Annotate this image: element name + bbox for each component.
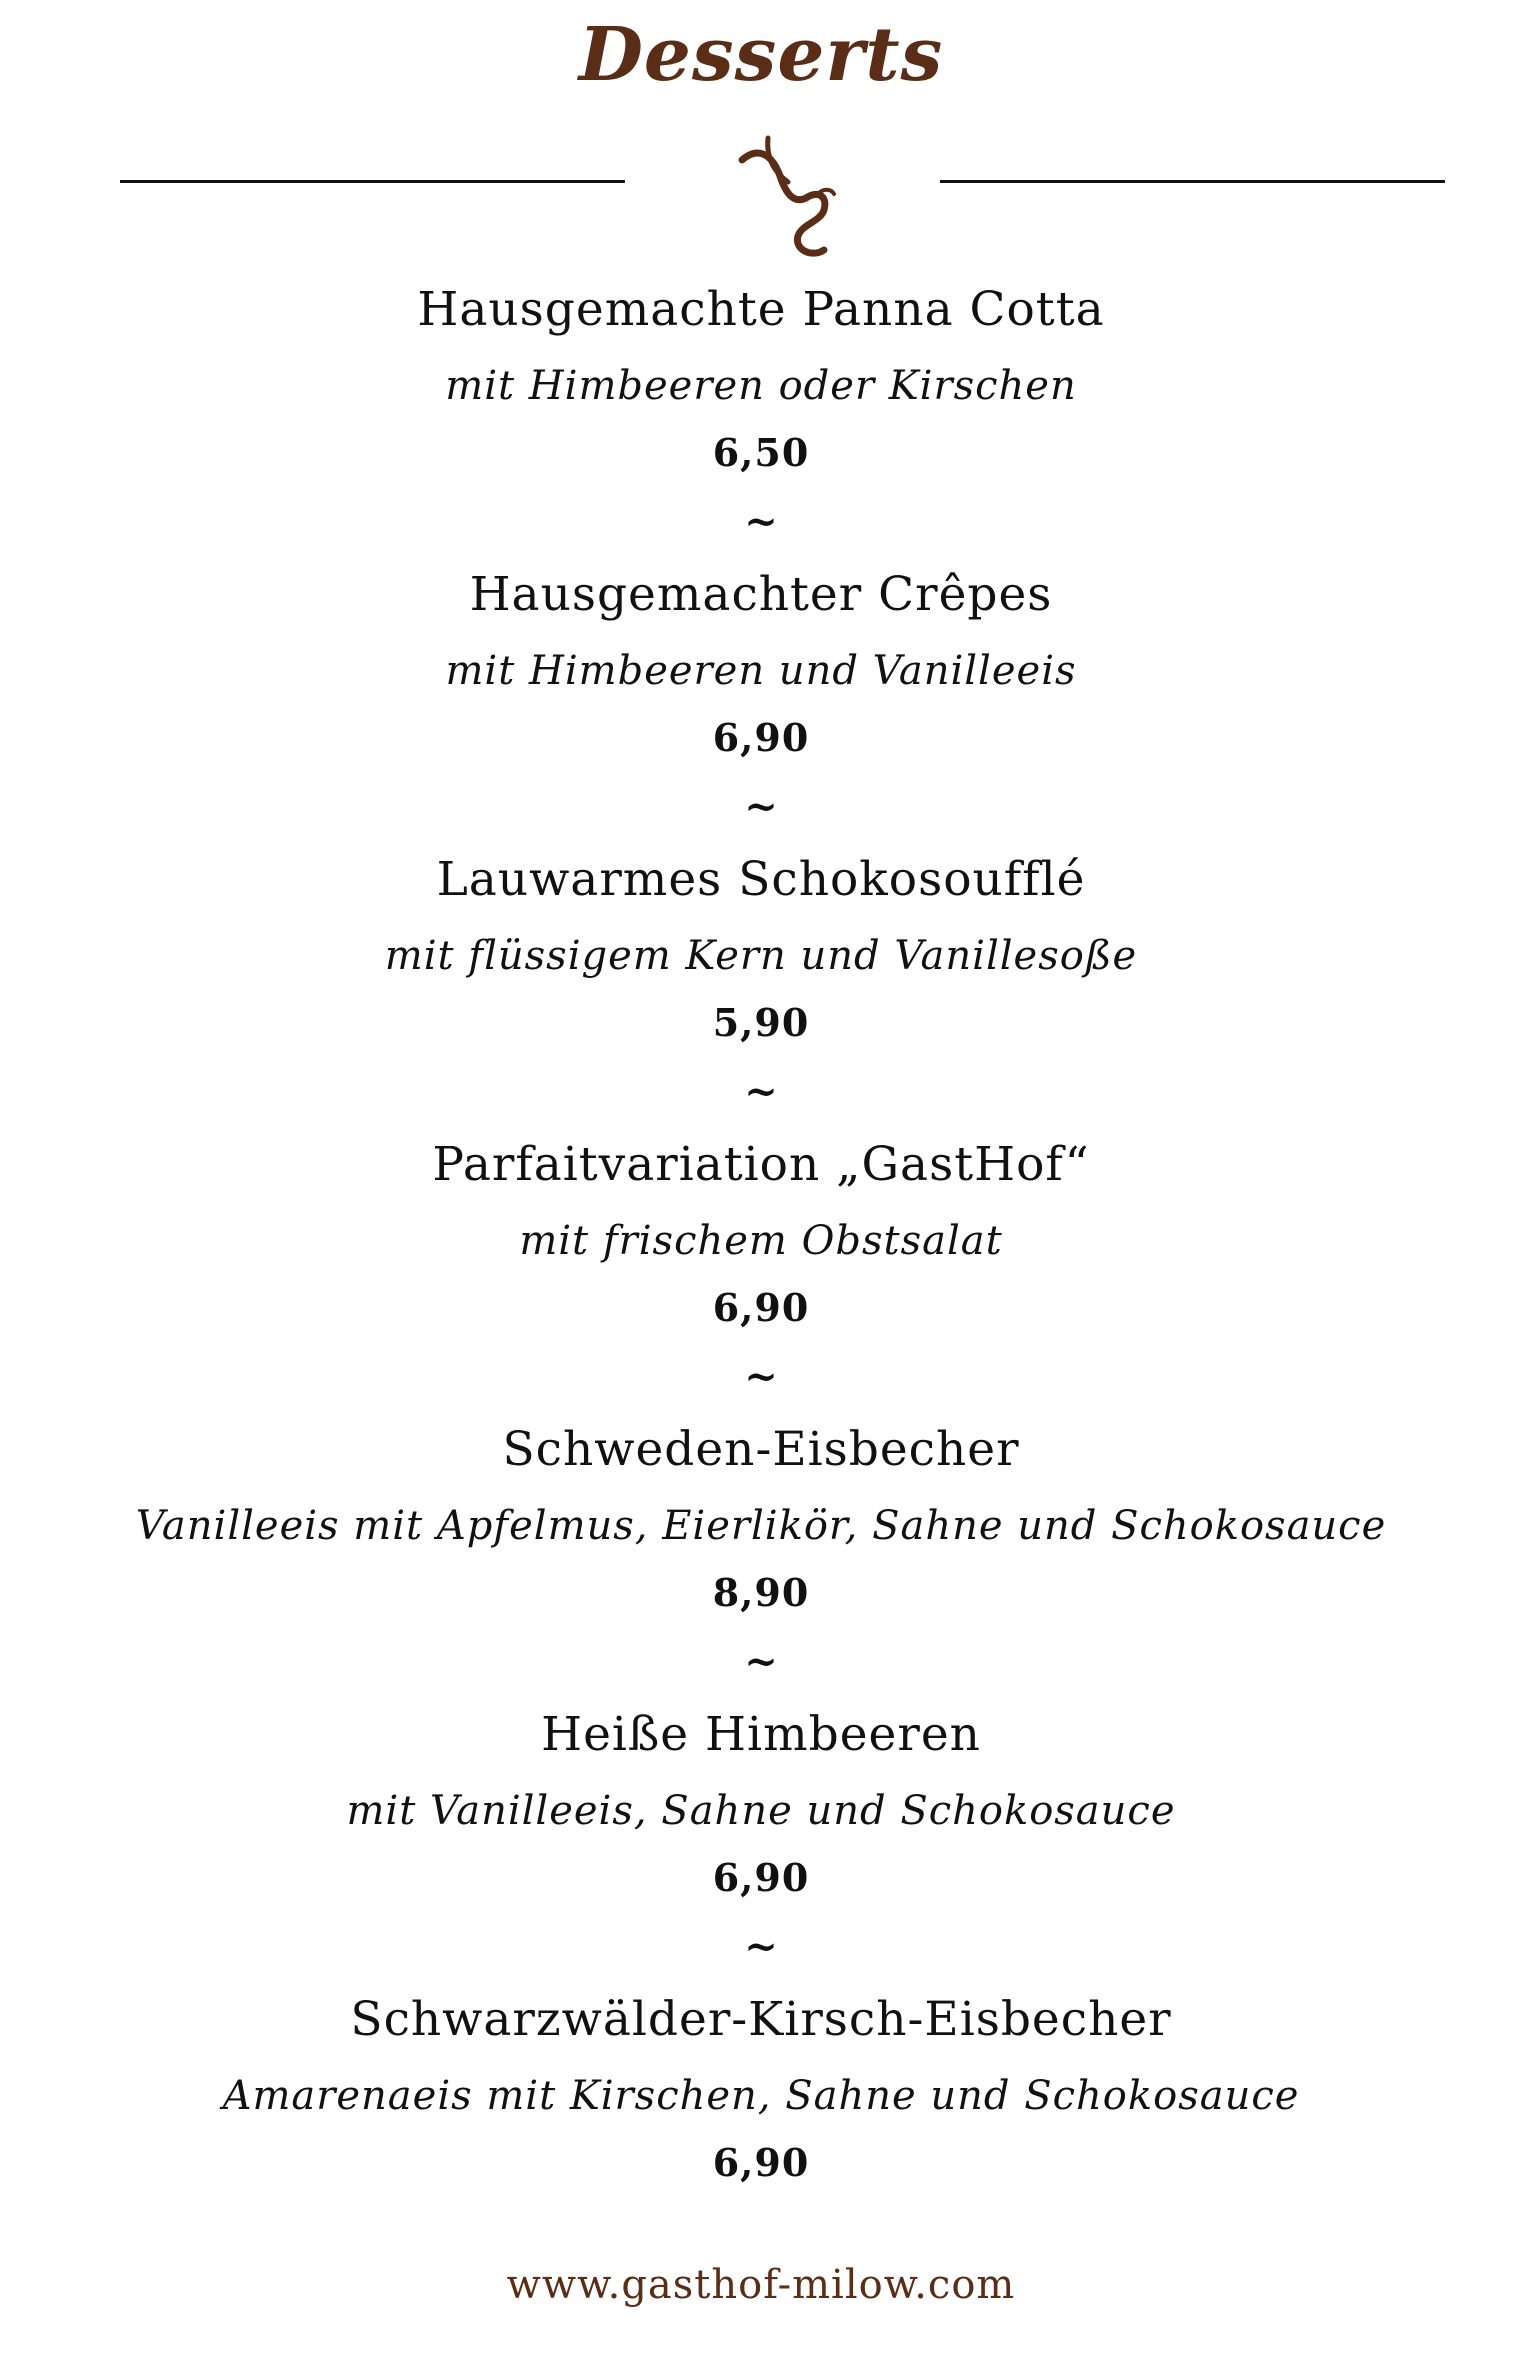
item-separator: ~ (744, 783, 778, 830)
menu-item-description: mit Vanilleeis, Sahne und Schokosauce (346, 1788, 1176, 1834)
item-separator: ~ (744, 1638, 778, 1685)
menu-item-name: Hausgemachter Crêpes (469, 567, 1053, 622)
menu-item-name: Schwarzwälder-Kirsch-Eisbecher (350, 1992, 1172, 2047)
divider-left (120, 180, 625, 183)
menu-item (0, 565, 1522, 850)
website-url: www.gasthof-milow.com (506, 2262, 1016, 2308)
item-separator: ~ (744, 498, 778, 545)
menu-item (0, 280, 1522, 565)
swan-icon (728, 132, 848, 262)
menu-item-price: 6,90 (712, 715, 810, 760)
menu-item (0, 1705, 1522, 1990)
item-separator: ~ (744, 1923, 778, 1970)
menu-item-price: 6,50 (712, 430, 810, 475)
page-title: Desserts (578, 12, 944, 98)
menu-item-description: mit frischem Obstsalat (519, 1218, 1003, 1264)
menu-item-name: Lauwarmes Schokosoufflé (436, 852, 1086, 907)
menu-item (0, 1135, 1522, 1420)
menu-item (0, 1990, 1522, 2275)
menu-item-price: 6,90 (712, 1285, 810, 1330)
menu-item-name: Parfaitvariation „GastHof“ (432, 1137, 1090, 1192)
menu-item-price: 6,90 (712, 1855, 810, 1900)
menu-item-description: mit Himbeeren oder Kirschen (445, 363, 1077, 409)
dessert-menu (0, 280, 1522, 2275)
item-separator: ~ (744, 1353, 778, 1400)
menu-item-name: Schweden-Eisbecher (502, 1422, 1020, 1477)
menu-item-price: 8,90 (712, 1570, 810, 1615)
menu-item-name: Hausgemachte Panna Cotta (417, 282, 1105, 337)
menu-item-description: mit Himbeeren und Vanilleeis (445, 648, 1077, 694)
menu-item (0, 850, 1522, 1135)
menu-item-price: 5,90 (712, 1000, 810, 1045)
menu-item-name: Heiße Himbeeren (541, 1707, 981, 1762)
menu-item-description: mit flüssigem Kern und Vanillesoße (384, 933, 1138, 979)
menu-item (0, 1420, 1522, 1705)
menu-item-description: Amarenaeis mit Kirschen, Sahne und Schokosauce (222, 2073, 1300, 2119)
divider-right (940, 180, 1445, 183)
menu-item-price: 6,90 (712, 2140, 810, 2185)
menu-item-description: Vanilleeis mit Apfelmus, Eierlikör, Sahne und Schokosauce (135, 1503, 1387, 1549)
item-separator: ~ (744, 1068, 778, 1115)
